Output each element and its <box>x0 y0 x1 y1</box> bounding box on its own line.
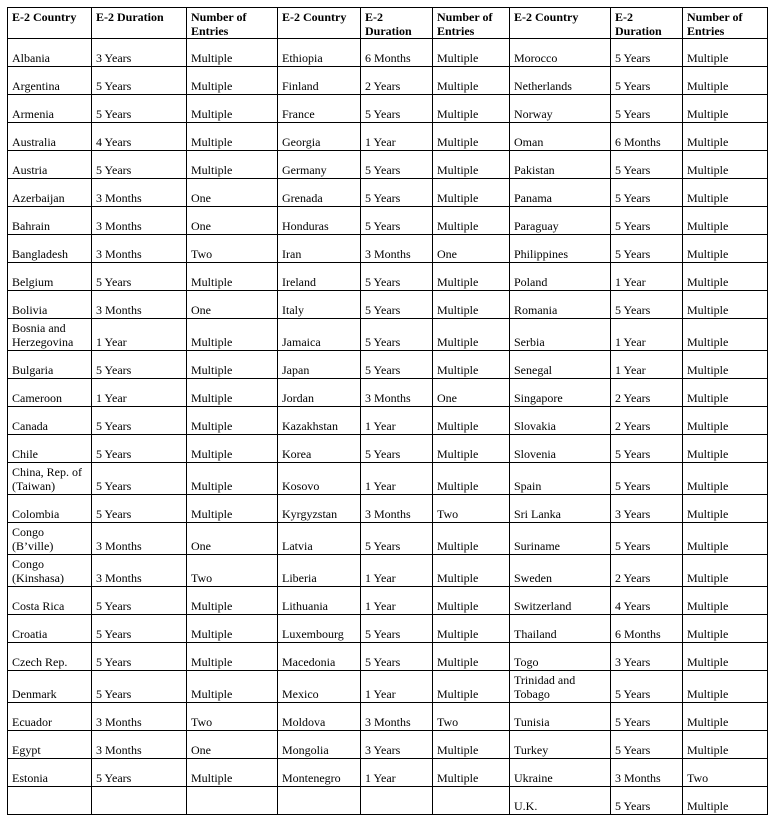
table-row <box>8 151 768 179</box>
cell-entries: Multiple <box>433 179 510 207</box>
cell-country: Senegal <box>510 351 611 379</box>
cell-country: Austria <box>8 151 92 179</box>
cell-duration: 5 Years <box>92 407 187 435</box>
cell-duration: 2 Years <box>361 67 433 95</box>
cell-duration: 6 Months <box>611 615 683 643</box>
cell-entries: Multiple <box>187 95 278 123</box>
cell-entries: Multiple <box>187 67 278 95</box>
cell-duration: 5 Years <box>611 671 683 703</box>
header-row <box>8 8 768 39</box>
cell-duration: 5 Years <box>92 615 187 643</box>
cell-entries: Multiple <box>683 179 768 207</box>
cell-entries: Multiple <box>187 643 278 671</box>
cell-country: Morocco <box>510 39 611 67</box>
cell-duration: 5 Years <box>361 151 433 179</box>
cell-country: Latvia <box>278 523 361 555</box>
cell-entries: Multiple <box>433 95 510 123</box>
cell-entries: Multiple <box>433 351 510 379</box>
header-country: E-2 Country <box>8 8 92 39</box>
cell-country: Jordan <box>278 379 361 407</box>
cell-duration: 5 Years <box>611 291 683 319</box>
cell-entries: Multiple <box>683 671 768 703</box>
cell-country: Chile <box>8 435 92 463</box>
cell-duration: 3 Months <box>92 291 187 319</box>
cell-duration: 1 Year <box>611 319 683 351</box>
cell-country: Panama <box>510 179 611 207</box>
cell-entries: Multiple <box>683 379 768 407</box>
cell-country: U.K. <box>510 787 611 815</box>
cell-duration: 5 Years <box>92 463 187 495</box>
cell-country: Philippines <box>510 235 611 263</box>
cell-duration: 5 Years <box>611 39 683 67</box>
cell-duration: 5 Years <box>92 759 187 787</box>
cell-country: Macedonia <box>278 643 361 671</box>
cell-entries: Multiple <box>187 39 278 67</box>
cell-duration: 3 Months <box>92 207 187 235</box>
cell-entries: Multiple <box>683 587 768 615</box>
cell-entries: Multiple <box>433 291 510 319</box>
cell-country: Mongolia <box>278 731 361 759</box>
cell-entries: Multiple <box>433 39 510 67</box>
table-row <box>8 671 768 703</box>
cell-country: Norway <box>510 95 611 123</box>
table-row <box>8 731 768 759</box>
cell-country: Slovakia <box>510 407 611 435</box>
cell-country: Paraguay <box>510 207 611 235</box>
cell-country: Oman <box>510 123 611 151</box>
cell-entries: Multiple <box>433 407 510 435</box>
cell-country: Bangladesh <box>8 235 92 263</box>
cell-country: Finland <box>278 67 361 95</box>
cell-duration: 1 Year <box>361 671 433 703</box>
table-row <box>8 95 768 123</box>
cell-entries: Multiple <box>683 787 768 815</box>
table-row <box>8 759 768 787</box>
cell-entries: Multiple <box>433 759 510 787</box>
cell-duration: 3 Months <box>611 759 683 787</box>
cell-duration: 5 Years <box>361 615 433 643</box>
cell-country: China, Rep. of (Taiwan) <box>8 463 92 495</box>
e2-treaty-table <box>7 7 768 815</box>
cell-country: Ethiopia <box>278 39 361 67</box>
cell-duration: 3 Months <box>92 555 187 587</box>
cell-entries: One <box>187 523 278 555</box>
cell-entries: Multiple <box>433 671 510 703</box>
cell-duration: 5 Years <box>611 151 683 179</box>
cell-entries: Multiple <box>683 67 768 95</box>
cell-duration: 5 Years <box>611 235 683 263</box>
cell-duration: 3 Months <box>361 235 433 263</box>
cell-country: Kazakhstan <box>278 407 361 435</box>
cell-entries: Multiple <box>433 207 510 235</box>
cell-entries: Multiple <box>433 435 510 463</box>
header-entries: Number of Entries <box>187 8 278 39</box>
cell-country: Australia <box>8 123 92 151</box>
header-entries: Number of Entries <box>683 8 768 39</box>
cell-country: Honduras <box>278 207 361 235</box>
cell-entries: Multiple <box>433 587 510 615</box>
cell-country: Iran <box>278 235 361 263</box>
cell-entries: Multiple <box>683 263 768 291</box>
cell-entries: Multiple <box>683 123 768 151</box>
cell-country: Ecuador <box>8 703 92 731</box>
cell-entries: Two <box>187 555 278 587</box>
cell-country: Turkey <box>510 731 611 759</box>
cell-entries: Multiple <box>683 643 768 671</box>
cell-country: Serbia <box>510 319 611 351</box>
cell-country: Belgium <box>8 263 92 291</box>
cell-country: Italy <box>278 291 361 319</box>
cell-entries: Multiple <box>433 643 510 671</box>
cell-country: Poland <box>510 263 611 291</box>
cell-duration: 2 Years <box>611 407 683 435</box>
cell-duration: 4 Years <box>611 587 683 615</box>
cell-country: Congo (Kinshasa) <box>8 555 92 587</box>
cell-entries: Multiple <box>433 263 510 291</box>
cell-duration: 1 Year <box>361 407 433 435</box>
cell-duration: 5 Years <box>361 523 433 555</box>
cell-entries: Multiple <box>187 319 278 351</box>
cell-duration: 5 Years <box>611 731 683 759</box>
cell-entries: Multiple <box>187 123 278 151</box>
header-duration: E-2 Duration <box>611 8 683 39</box>
cell-entries: Multiple <box>433 615 510 643</box>
cell-entries: Multiple <box>683 207 768 235</box>
cell-entries: Multiple <box>433 731 510 759</box>
cell-entries: Multiple <box>683 407 768 435</box>
cell-entries: One <box>433 235 510 263</box>
cell-duration: 2 Years <box>611 555 683 587</box>
cell-duration: 5 Years <box>92 351 187 379</box>
cell-entries: Multiple <box>433 123 510 151</box>
cell-duration: 5 Years <box>92 151 187 179</box>
cell-duration: 1 Year <box>361 123 433 151</box>
table-row <box>8 615 768 643</box>
cell-entries: Multiple <box>683 615 768 643</box>
cell-country: Albania <box>8 39 92 67</box>
cell-country: Armenia <box>8 95 92 123</box>
table-row <box>8 463 768 495</box>
cell-country: Luxembourg <box>278 615 361 643</box>
cell-duration: 6 Months <box>361 39 433 67</box>
cell-entries: Multiple <box>433 555 510 587</box>
cell-duration: 5 Years <box>611 179 683 207</box>
cell-country: Estonia <box>8 759 92 787</box>
cell-duration: 5 Years <box>92 435 187 463</box>
cell-duration: 5 Years <box>361 351 433 379</box>
cell-entries: Multiple <box>187 615 278 643</box>
cell-entries: Multiple <box>683 555 768 587</box>
cell-country: Switzerland <box>510 587 611 615</box>
header-entries: Number of Entries <box>433 8 510 39</box>
cell-country: Congo (B’ville) <box>8 523 92 555</box>
cell-duration: 3 Months <box>361 379 433 407</box>
cell-duration: 1 Year <box>361 463 433 495</box>
cell-duration: 5 Years <box>92 587 187 615</box>
cell-duration: 3 Months <box>92 235 187 263</box>
cell-country: Denmark <box>8 671 92 703</box>
cell-duration: 3 Months <box>361 703 433 731</box>
cell-entries: Two <box>187 235 278 263</box>
cell-country: Bolivia <box>8 291 92 319</box>
cell-duration: 5 Years <box>92 263 187 291</box>
cell-entries: Multiple <box>683 435 768 463</box>
cell-entries: Multiple <box>683 235 768 263</box>
cell-country: Netherlands <box>510 67 611 95</box>
cell-entries: Multiple <box>433 463 510 495</box>
cell-duration: 5 Years <box>92 495 187 523</box>
table-header <box>8 8 768 39</box>
cell-country: Lithuania <box>278 587 361 615</box>
cell-duration: 5 Years <box>611 787 683 815</box>
table-body <box>8 39 768 815</box>
cell-entries: Multiple <box>187 587 278 615</box>
cell-entries: Multiple <box>187 351 278 379</box>
cell-entries: Multiple <box>683 39 768 67</box>
table-row <box>8 263 768 291</box>
cell-entries: Multiple <box>683 351 768 379</box>
cell-country: France <box>278 95 361 123</box>
cell-entries: Multiple <box>433 319 510 351</box>
cell-country: Costa Rica <box>8 587 92 615</box>
cell-entries: Two <box>187 703 278 731</box>
cell-duration: 5 Years <box>361 291 433 319</box>
cell-country: Cameroon <box>8 379 92 407</box>
cell-entries: Multiple <box>683 291 768 319</box>
cell-country: Ireland <box>278 263 361 291</box>
cell-duration: 3 Months <box>92 523 187 555</box>
cell-country: Bahrain <box>8 207 92 235</box>
cell-entries: Two <box>683 759 768 787</box>
table-row <box>8 179 768 207</box>
cell-duration: 5 Years <box>92 643 187 671</box>
cell-country: Canada <box>8 407 92 435</box>
cell-duration: 5 Years <box>611 435 683 463</box>
cell-entries: Two <box>433 495 510 523</box>
cell-country: Colombia <box>8 495 92 523</box>
cell-country: Argentina <box>8 67 92 95</box>
table-row <box>8 523 768 555</box>
cell-country: Spain <box>510 463 611 495</box>
cell-country: Liberia <box>278 555 361 587</box>
cell-duration: 5 Years <box>361 179 433 207</box>
table-row <box>8 407 768 435</box>
cell-country: Togo <box>510 643 611 671</box>
cell-duration: 5 Years <box>611 523 683 555</box>
cell-duration: 3 Years <box>611 643 683 671</box>
table-row <box>8 291 768 319</box>
cell-duration: 5 Years <box>611 703 683 731</box>
cell-duration: 5 Years <box>361 207 433 235</box>
cell-country: Czech Rep. <box>8 643 92 671</box>
cell-country: Sri Lanka <box>510 495 611 523</box>
cell-entries: Multiple <box>683 95 768 123</box>
cell-country: Tunisia <box>510 703 611 731</box>
table-row <box>8 587 768 615</box>
cell-country: Pakistan <box>510 151 611 179</box>
cell-entries: Multiple <box>683 703 768 731</box>
cell-country: Kyrgyzstan <box>278 495 361 523</box>
table-row <box>8 555 768 587</box>
cell-country: Montenegro <box>278 759 361 787</box>
cell-duration: 5 Years <box>361 643 433 671</box>
cell-country: Japan <box>278 351 361 379</box>
table-row <box>8 435 768 463</box>
cell-country: Croatia <box>8 615 92 643</box>
cell-entries: Multiple <box>683 523 768 555</box>
cell-duration: 5 Years <box>611 207 683 235</box>
cell-entries: One <box>187 179 278 207</box>
cell-duration: 5 Years <box>611 67 683 95</box>
cell-duration: 1 Year <box>92 319 187 351</box>
cell-entries: Multiple <box>683 731 768 759</box>
cell-duration: 3 Years <box>611 495 683 523</box>
table-row <box>8 703 768 731</box>
cell-country: Trinidad and Tobago <box>510 671 611 703</box>
cell-duration: 5 Years <box>92 95 187 123</box>
cell-country: Georgia <box>278 123 361 151</box>
cell-duration: 6 Months <box>611 123 683 151</box>
cell-duration: 5 Years <box>361 263 433 291</box>
cell-entries: Multiple <box>187 435 278 463</box>
table-row <box>8 351 768 379</box>
header-duration: E-2 Duration <box>361 8 433 39</box>
cell-entries: Multiple <box>683 319 768 351</box>
cell-country: Slovenia <box>510 435 611 463</box>
cell-duration: 3 Months <box>361 495 433 523</box>
cell-entries: Multiple <box>187 379 278 407</box>
cell-entries: One <box>187 207 278 235</box>
table-row <box>8 235 768 263</box>
header-country: E-2 Country <box>510 8 611 39</box>
cell-duration: 1 Year <box>361 555 433 587</box>
cell-entries: Multiple <box>187 151 278 179</box>
cell-entries: Multiple <box>187 407 278 435</box>
cell-country: Sweden <box>510 555 611 587</box>
cell-entries: Multiple <box>187 759 278 787</box>
cell-country: Kosovo <box>278 463 361 495</box>
cell-duration: 5 Years <box>361 95 433 123</box>
cell-country: Suriname <box>510 523 611 555</box>
cell-entries: One <box>433 379 510 407</box>
cell-duration: 1 Year <box>361 587 433 615</box>
cell-country: Ukraine <box>510 759 611 787</box>
cell-entries: Multiple <box>187 263 278 291</box>
table-row <box>8 39 768 67</box>
cell-country: Grenada <box>278 179 361 207</box>
cell-duration: 1 Year <box>361 759 433 787</box>
table-row <box>8 495 768 523</box>
cell-entries: One <box>187 731 278 759</box>
cell-country: Korea <box>278 435 361 463</box>
cell-country: Mexico <box>278 671 361 703</box>
cell-duration: 5 Years <box>611 463 683 495</box>
cell-duration: 5 Years <box>92 671 187 703</box>
cell-entries: Multiple <box>683 495 768 523</box>
cell-duration: 5 Years <box>361 319 433 351</box>
table-row <box>8 67 768 95</box>
cell-duration: 4 Years <box>92 123 187 151</box>
header-country: E-2 Country <box>278 8 361 39</box>
table-row <box>8 643 768 671</box>
cell-duration: 2 Years <box>611 379 683 407</box>
cell-duration: 5 Years <box>361 435 433 463</box>
cell-entries: Multiple <box>433 67 510 95</box>
table-row <box>8 123 768 151</box>
cell-duration: 3 Years <box>92 39 187 67</box>
cell-entries: Multiple <box>187 671 278 703</box>
cell-entries: Multiple <box>683 151 768 179</box>
cell-country: Bosnia and Herzegovina <box>8 319 92 351</box>
table-row <box>8 207 768 235</box>
cell-entries: Multiple <box>187 495 278 523</box>
cell-duration: 3 Months <box>92 731 187 759</box>
cell-duration: 1 Year <box>92 379 187 407</box>
cell-country: Moldova <box>278 703 361 731</box>
cell-country: Azerbaijan <box>8 179 92 207</box>
cell-country: Romania <box>510 291 611 319</box>
table-row <box>8 379 768 407</box>
cell-duration: 3 Years <box>361 731 433 759</box>
cell-country: Bulgaria <box>8 351 92 379</box>
cell-entries: One <box>187 291 278 319</box>
cell-entries: Multiple <box>683 463 768 495</box>
cell-country: Germany <box>278 151 361 179</box>
cell-country: Singapore <box>510 379 611 407</box>
cell-entries: Multiple <box>433 151 510 179</box>
header-duration: E-2 Duration <box>92 8 187 39</box>
cell-country: Jamaica <box>278 319 361 351</box>
cell-duration: 3 Months <box>92 703 187 731</box>
cell-country: Thailand <box>510 615 611 643</box>
cell-duration: 5 Years <box>611 95 683 123</box>
cell-entries: Multiple <box>433 523 510 555</box>
table-row <box>8 319 768 351</box>
cell-entries: Multiple <box>187 463 278 495</box>
cell-duration: 5 Years <box>92 67 187 95</box>
cell-duration: 1 Year <box>611 263 683 291</box>
cell-duration: 1 Year <box>611 351 683 379</box>
cell-duration: 3 Months <box>92 179 187 207</box>
cell-entries: Two <box>433 703 510 731</box>
cell-country: Egypt <box>8 731 92 759</box>
